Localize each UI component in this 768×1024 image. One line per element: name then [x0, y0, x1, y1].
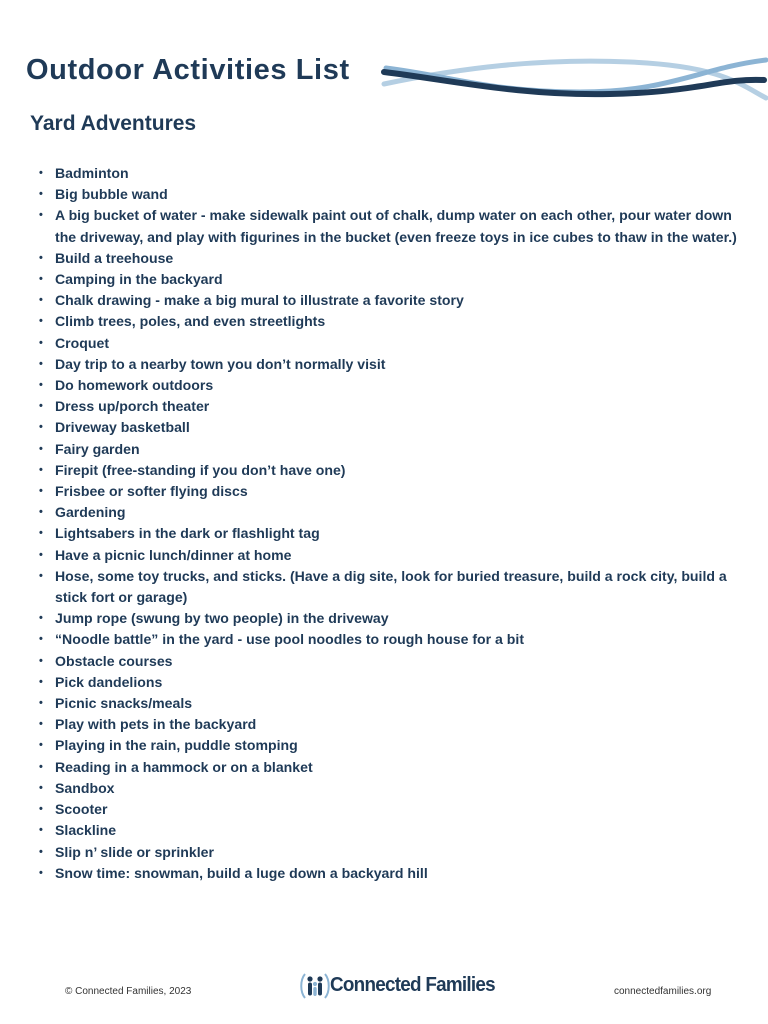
- list-item: • Hose, some toy trucks, and sticks. (Have a dig site, look for buried treasure, build a rock city, build a stick fort or garage): [38, 566, 740, 608]
- website-url[interactable]: connectedfamilies.org: [614, 986, 712, 997]
- list-item: • Firepit (free-standing if you don’t have one): [38, 460, 740, 481]
- list-item: • Badminton: [38, 163, 740, 184]
- header: [0, 48, 768, 108]
- list-item: • Reading in a hammock or on a blanket: [38, 757, 740, 778]
- list-item: • Climb trees, poles, and even streetlights: [38, 311, 740, 332]
- list-item: • Play with pets in the backyard: [38, 714, 740, 735]
- list-item: • Sandbox: [38, 778, 740, 799]
- list-item: • Chalk drawing - make a big mural to illustrate a favorite story: [38, 290, 740, 311]
- list-item: • Lightsabers in the dark or flashlight tag: [38, 523, 740, 544]
- list-item: • Croquet: [38, 333, 740, 354]
- list-item: • Fairy garden: [38, 439, 740, 460]
- list-item: • “Noodle battle” in the yard - use pool noodles to rough house for a bit: [38, 629, 740, 650]
- list-item: • A big bucket of water - make sidewalk paint out of chalk, dump water on each other, pour water down the driveway, and play with figurines in the bucket (even freeze toys in ice cubes to thaw in the water.): [38, 205, 740, 247]
- list-item: • Frisbee or softer flying discs: [38, 481, 740, 502]
- copyright-text: © Connected Families, 2023: [65, 986, 192, 997]
- list-item: • Do homework outdoors: [38, 375, 740, 396]
- list-item: • Day trip to a nearby town you don’t normally visit: [38, 354, 740, 375]
- list-item: • Playing in the rain, puddle stomping: [38, 735, 740, 756]
- list-item: • Have a picnic lunch/dinner at home: [38, 545, 740, 566]
- family-logo-icon: [300, 970, 330, 1002]
- list-item: • Obstacle courses: [38, 651, 740, 672]
- list-item: • Scooter: [38, 799, 740, 820]
- list-item: • Gardening: [38, 502, 740, 523]
- decorative-waves-icon: [380, 54, 768, 104]
- section-title: Yard Adventures: [30, 112, 197, 135]
- list-item: • Slackline: [38, 820, 740, 841]
- list-item: • Pick dandelions: [38, 672, 740, 693]
- list-item: • Snow time: snowman, build a luge down a backyard hill: [38, 863, 740, 884]
- list-item: • Build a treehouse: [38, 248, 740, 269]
- list-item: • Jump rope (swung by two people) in the driveway: [38, 608, 740, 629]
- page-title: Outdoor Activities List: [26, 54, 350, 86]
- list-item: • Driveway basketball: [38, 417, 740, 438]
- list-item: • Camping in the backyard: [38, 269, 740, 290]
- list-item: • Slip n’ slide or sprinkler: [38, 842, 740, 863]
- activity-list: [38, 163, 740, 884]
- logo-text: Connected Families: [330, 973, 495, 996]
- list-item: • Big bubble wand: [38, 184, 740, 205]
- list-item: • Dress up/porch theater: [38, 396, 740, 417]
- list-item: • Picnic snacks/meals: [38, 693, 740, 714]
